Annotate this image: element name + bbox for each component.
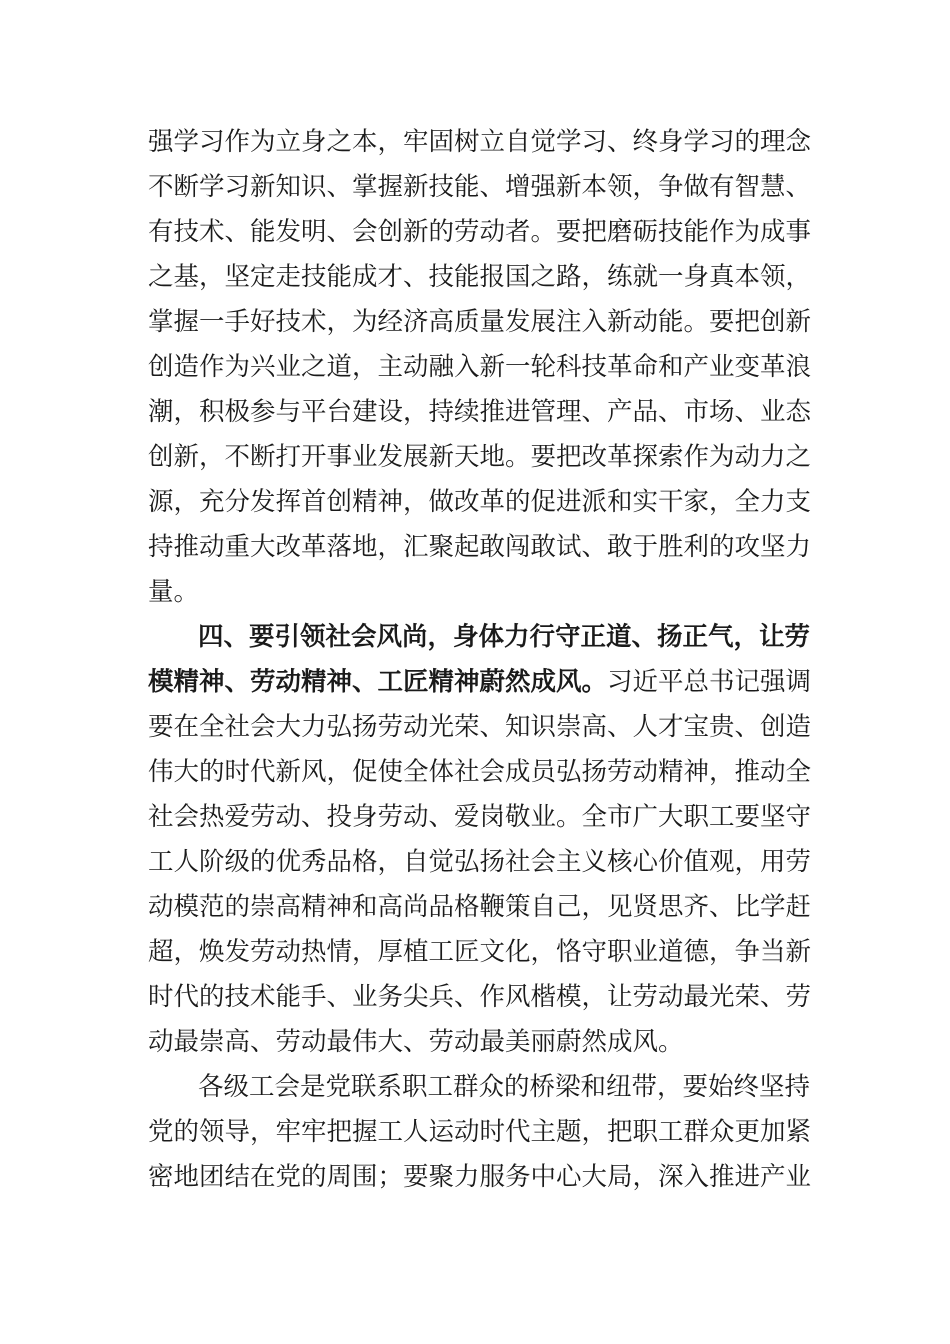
paragraph-2-line-5: 社会热爱劳动、投身劳动、爱岗敬业。全市广大职工要坚守 — [148, 802, 812, 832]
paragraph-2-line-4: 伟大的时代新风，促使全体社会成员弘扬劳动精神，推动全 — [148, 757, 812, 787]
paragraph-1-line-6: 创造作为兴业之道，主动融入新一轮科技革命和产业变革浪 — [148, 352, 812, 382]
paragraph-3-line-2: 党的领导，牢牢把握工人运动时代主题，把职工群众更加紧 — [148, 1117, 812, 1147]
heading-4-bold-text-cont: 模精神、劳动精神、工匠精神蔚然成风。 — [148, 667, 608, 697]
paragraph-2-line-7: 动模范的崇高精神和高尚品格鞭策自己，见贤思齐、比学赶 — [148, 892, 812, 922]
paragraph-2-line-2 — [148, 664, 810, 700]
heading-4-line-1 — [198, 619, 810, 655]
paragraph-3-line-3: 密地团结在党的周围；要聚力服务中心大局，深入推进产业 — [148, 1162, 812, 1192]
heading-4-bold-text: 四、要引领社会风尚，身体力行守正道、扬正气，让劳 — [198, 622, 811, 652]
paragraph-2-line-9: 时代的技术能手、业务尖兵、作风楷模，让劳动最光荣、劳 — [148, 982, 812, 1012]
paragraph-3-line-1: 各级工会是党联系职工群众的桥梁和纽带，要始终坚持 — [198, 1072, 811, 1102]
paragraph-2-line-10: 动最崇高、劳动最伟大、劳动最美丽蔚然成风。 — [148, 1027, 684, 1057]
paragraph-1-line-8: 创新，不断打开事业发展新天地。要把改革探索作为动力之 — [148, 442, 812, 472]
paragraph-1-line-2: 不断学习新知识、掌握新技能、增强新本领，争做有智慧、 — [148, 172, 812, 202]
paragraph-1-line-7: 潮，积极参与平台建设，持续推进管理、产品、市场、业态 — [148, 397, 812, 427]
paragraph-1-line-3: 有技术、能发明、会创新的劳动者。要把磨砺技能作为成事 — [148, 217, 812, 247]
paragraph-1-line-9: 源，充分发挥首创精神，做改革的促进派和实干家，全力支 — [148, 487, 812, 517]
paragraph-2-line-3: 要在全社会大力弘扬劳动光荣、知识崇高、人才宝贵、创造 — [148, 712, 812, 742]
paragraph-1-line-1: 强学习作为立身之本，牢固树立自觉学习、终身学习的理念 — [148, 127, 812, 157]
paragraph-1-line-10: 持推动重大改革落地，汇聚起敢闯敢试、敢于胜利的攻坚力 — [148, 532, 812, 562]
paragraph-2-text: 习近平总书记强调 — [607, 667, 812, 697]
paragraph-2-line-6: 工人阶级的优秀品格，自觉弘扬社会主义核心价值观，用劳 — [148, 847, 812, 877]
paragraph-1-line-11: 量。 — [148, 577, 200, 607]
paragraph-1-line-4: 之基，坚定走技能成才、技能报国之路，练就一身真本领， — [148, 262, 812, 292]
paragraph-1-line-5: 掌握一手好技术，为经济高质量发展注入新动能。要把创新 — [148, 307, 812, 337]
paragraph-2-line-8: 超，焕发劳动热情，厚植工匠文化，恪守职业道德，争当新 — [148, 937, 812, 967]
